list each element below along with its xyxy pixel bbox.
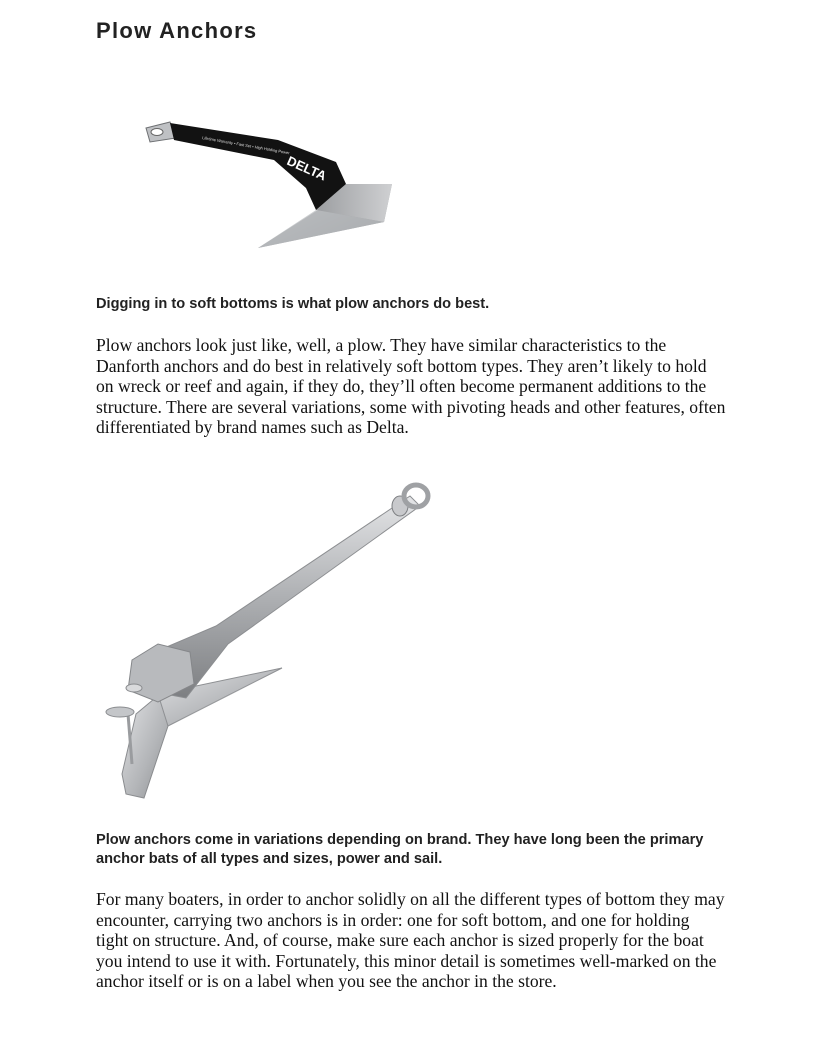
body-paragraph: Plow anchors look just like, well, a plow. They have similar characteristics to the Danforth anchors and do best in relatively soft bottom types. They aren’t likely to hold on wreck or reef and again, if they do, they’ll often become permanent additions to the structure. There are several variations, some with pivoting heads and other features, often differentiated by brand names such as Delta. [96, 335, 726, 438]
shank-text: Lifetime Warranty • Fast Set • High Holding Power [201, 135, 291, 156]
plow-anchor-image [98, 476, 448, 806]
body-paragraph: For many boaters, in order to anchor solidly on all the different types of bottom they may encounter, carrying two anchors is in order: one for soft bottom, and one for holding tight on structure. And, of course, make sure each anchor is sized properly for the boat you intend to use it with. Fortunately, this minor detail is sometimes well-marked on the anchor itself or is on a label when you see the anchor in the store. [96, 889, 725, 992]
delta-anchor-image [140, 118, 400, 258]
figure-caption: Plow anchors come in variations depending on brand. They have long been the primary anchor bats of all types and sizes, power and sail. [96, 832, 704, 867]
page-title: Plow Anchors [96, 18, 258, 43]
delta-brand-label: DELTA [284, 153, 329, 184]
figure-caption: Digging in to soft bottoms is what plow anchors do best. [96, 296, 490, 312]
